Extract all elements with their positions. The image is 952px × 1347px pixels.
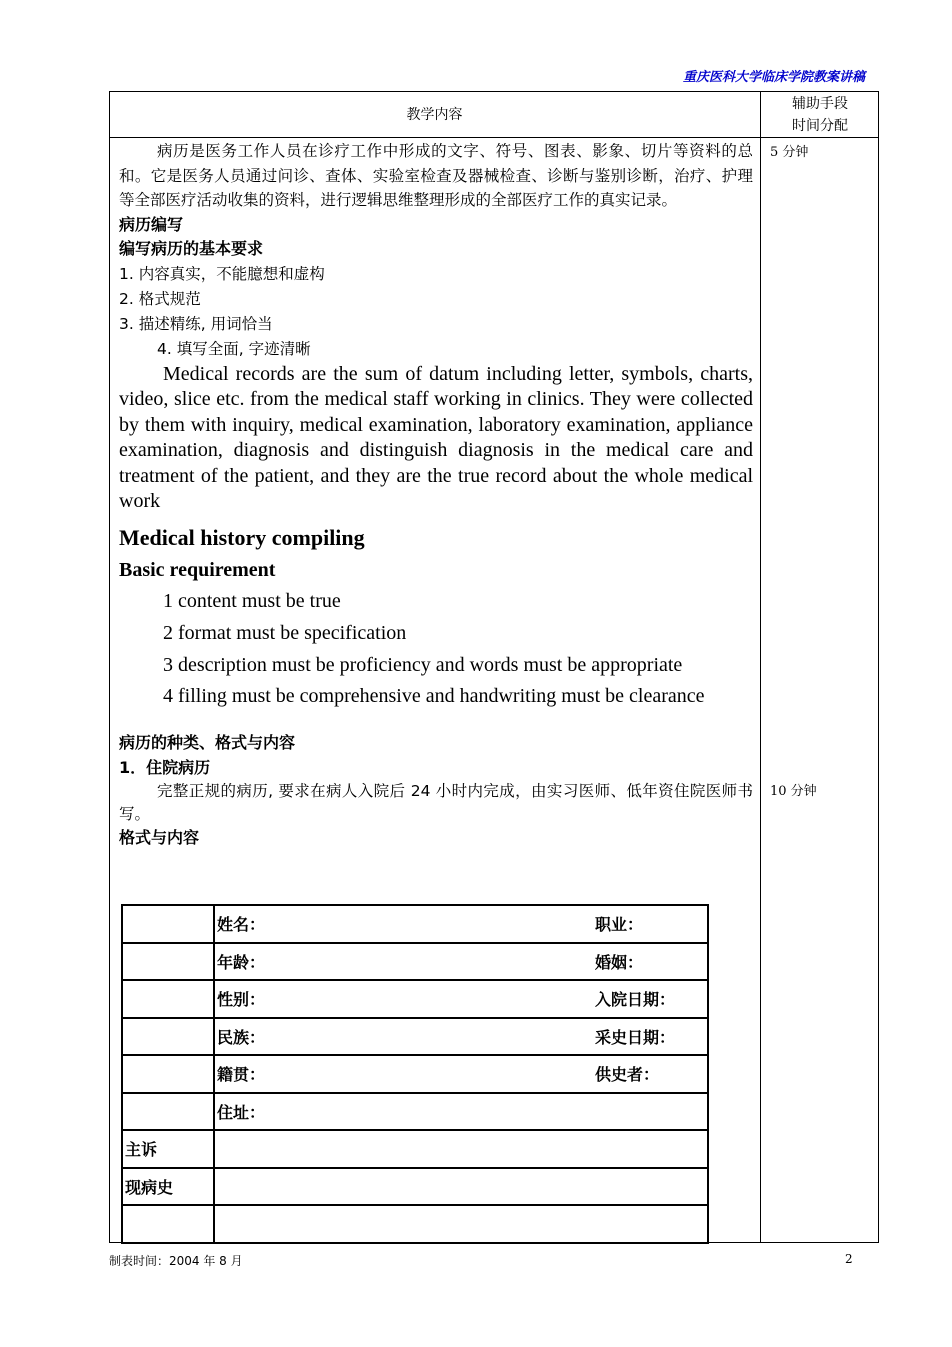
form-row bbox=[122, 905, 708, 943]
intro-cn: 病历是医务工作人员在诊疗工作中形成的文字、符号、图表、影象、切片等资料的总和。它是医务人员通过问诊、查体、实验室检查及器械检查、诊断与鉴别诊断，治疗、护理等全部医疗活动收集的资料，进行逻辑思维整理形成的全部医疗工作的真实记录。 bbox=[119, 142, 753, 209]
inpatient-text-cn: 完整正规的病历, 要求在病人入院后 24 小时内完成，由实习医师、低年资住院医师书写。 bbox=[119, 782, 753, 823]
header-note: 重庆医科大学临床学院教案讲稿 bbox=[682, 70, 865, 85]
form-label-cell bbox=[122, 905, 214, 943]
field-marriage: 婚姻： bbox=[595, 952, 644, 972]
heading-requirement-cn: 编写病历的基本要求 bbox=[119, 239, 264, 258]
form-label-present-illness: 现病史 bbox=[122, 1168, 214, 1206]
form-field-cell bbox=[214, 943, 708, 981]
footer-date: 制表时间：2004 年 8 月 bbox=[109, 1254, 243, 1268]
heading-compile-cn: 病历编写 bbox=[119, 214, 184, 234]
column-divider bbox=[760, 91, 761, 1243]
form-label-chief-complaint: 主诉 bbox=[122, 1130, 214, 1168]
form-row bbox=[122, 1093, 708, 1131]
field-ethnicity: 民族： bbox=[217, 1027, 266, 1047]
form-label-cell bbox=[122, 943, 214, 981]
field-address: 住址： bbox=[217, 1102, 266, 1122]
page-number: 2 bbox=[845, 1252, 853, 1266]
form-label-cell bbox=[122, 1018, 214, 1056]
form-row bbox=[122, 1205, 708, 1243]
field-occupation: 职业： bbox=[595, 915, 644, 935]
form-row bbox=[122, 1018, 708, 1056]
field-sex: 性别： bbox=[217, 990, 266, 1010]
table-header-content: 教学内容 bbox=[406, 107, 463, 123]
requirement-item-cn: 1. 内容真实，不能臆想和虚构 bbox=[119, 264, 325, 283]
form-field-cell bbox=[214, 1205, 708, 1243]
form-field-cell bbox=[214, 905, 708, 943]
field-name: 姓名： bbox=[217, 915, 266, 935]
field-native-place: 籍贯： bbox=[217, 1065, 266, 1085]
form-row bbox=[122, 1168, 708, 1206]
form-label-cell bbox=[122, 1093, 214, 1131]
lesson-content bbox=[119, 139, 753, 851]
field-history-date: 采史日期： bbox=[595, 1027, 676, 1047]
field-empty bbox=[595, 1100, 705, 1123]
requirement-item-cn: 3. 描述精练, 用词恰当 bbox=[119, 314, 273, 333]
intro-en: Medical records are the sum of datum including letter, symbols, charts, video, slice etc. from the medical staff working in clinics. They were collected by them with inquiry, medical examination, laboratory examination, appliance examination, diagnosis and distinguish diagnosis in the medical care and treatment of the patient, and they are the true record about the whole medical work bbox=[119, 362, 753, 512]
requirement-item-en: 4 filling must be comprehensive and handwriting must be clearance bbox=[163, 684, 705, 707]
form-label-cell bbox=[122, 1055, 214, 1093]
requirement-item-en: 1 content must be true bbox=[163, 589, 341, 612]
form-row bbox=[122, 1130, 708, 1168]
field-age: 年龄： bbox=[217, 952, 266, 972]
form-field-cell bbox=[214, 1093, 708, 1131]
side-time-1: 5 分钟 bbox=[770, 145, 809, 160]
form-field-cell bbox=[214, 1130, 708, 1168]
field-admission-date: 入院日期： bbox=[595, 990, 676, 1010]
requirement-item-en: 3 description must be proficiency and words must be appropriate bbox=[163, 653, 683, 676]
side-time-2: 10 分钟 bbox=[770, 784, 817, 799]
heading-inpatient-cn: 1．住院病历 bbox=[119, 757, 211, 777]
header-divider bbox=[109, 137, 879, 138]
form-row bbox=[122, 980, 708, 1018]
form-field-cell bbox=[214, 1018, 708, 1056]
heading-requirement-en: Basic requirement bbox=[119, 558, 276, 581]
form-row bbox=[122, 1055, 708, 1093]
form-label-cell bbox=[122, 980, 214, 1018]
form-field-cell bbox=[214, 1055, 708, 1093]
heading-types-cn: 病历的种类、格式与内容 bbox=[119, 733, 296, 752]
requirement-item-cn: 2. 格式规范 bbox=[119, 289, 201, 308]
table-header-side-line2: 时间分配 bbox=[792, 118, 848, 134]
requirement-item-en: 2 format must be specification bbox=[163, 621, 407, 644]
requirement-item-cn: 4. 填写全面, 字迹清晰 bbox=[157, 339, 311, 358]
form-label-cell bbox=[122, 1205, 214, 1243]
form-field-cell bbox=[214, 1168, 708, 1206]
table-header-side-line1: 辅助手段 bbox=[792, 96, 848, 112]
heading-compile-en: Medical history compiling bbox=[119, 524, 365, 550]
patient-info-form bbox=[121, 904, 709, 1244]
field-informant: 供史者： bbox=[595, 1065, 660, 1085]
form-row bbox=[122, 943, 708, 981]
heading-format-cn: 格式与内容 bbox=[119, 828, 200, 847]
form-field-cell bbox=[214, 980, 708, 1018]
table-header-side bbox=[761, 93, 879, 137]
